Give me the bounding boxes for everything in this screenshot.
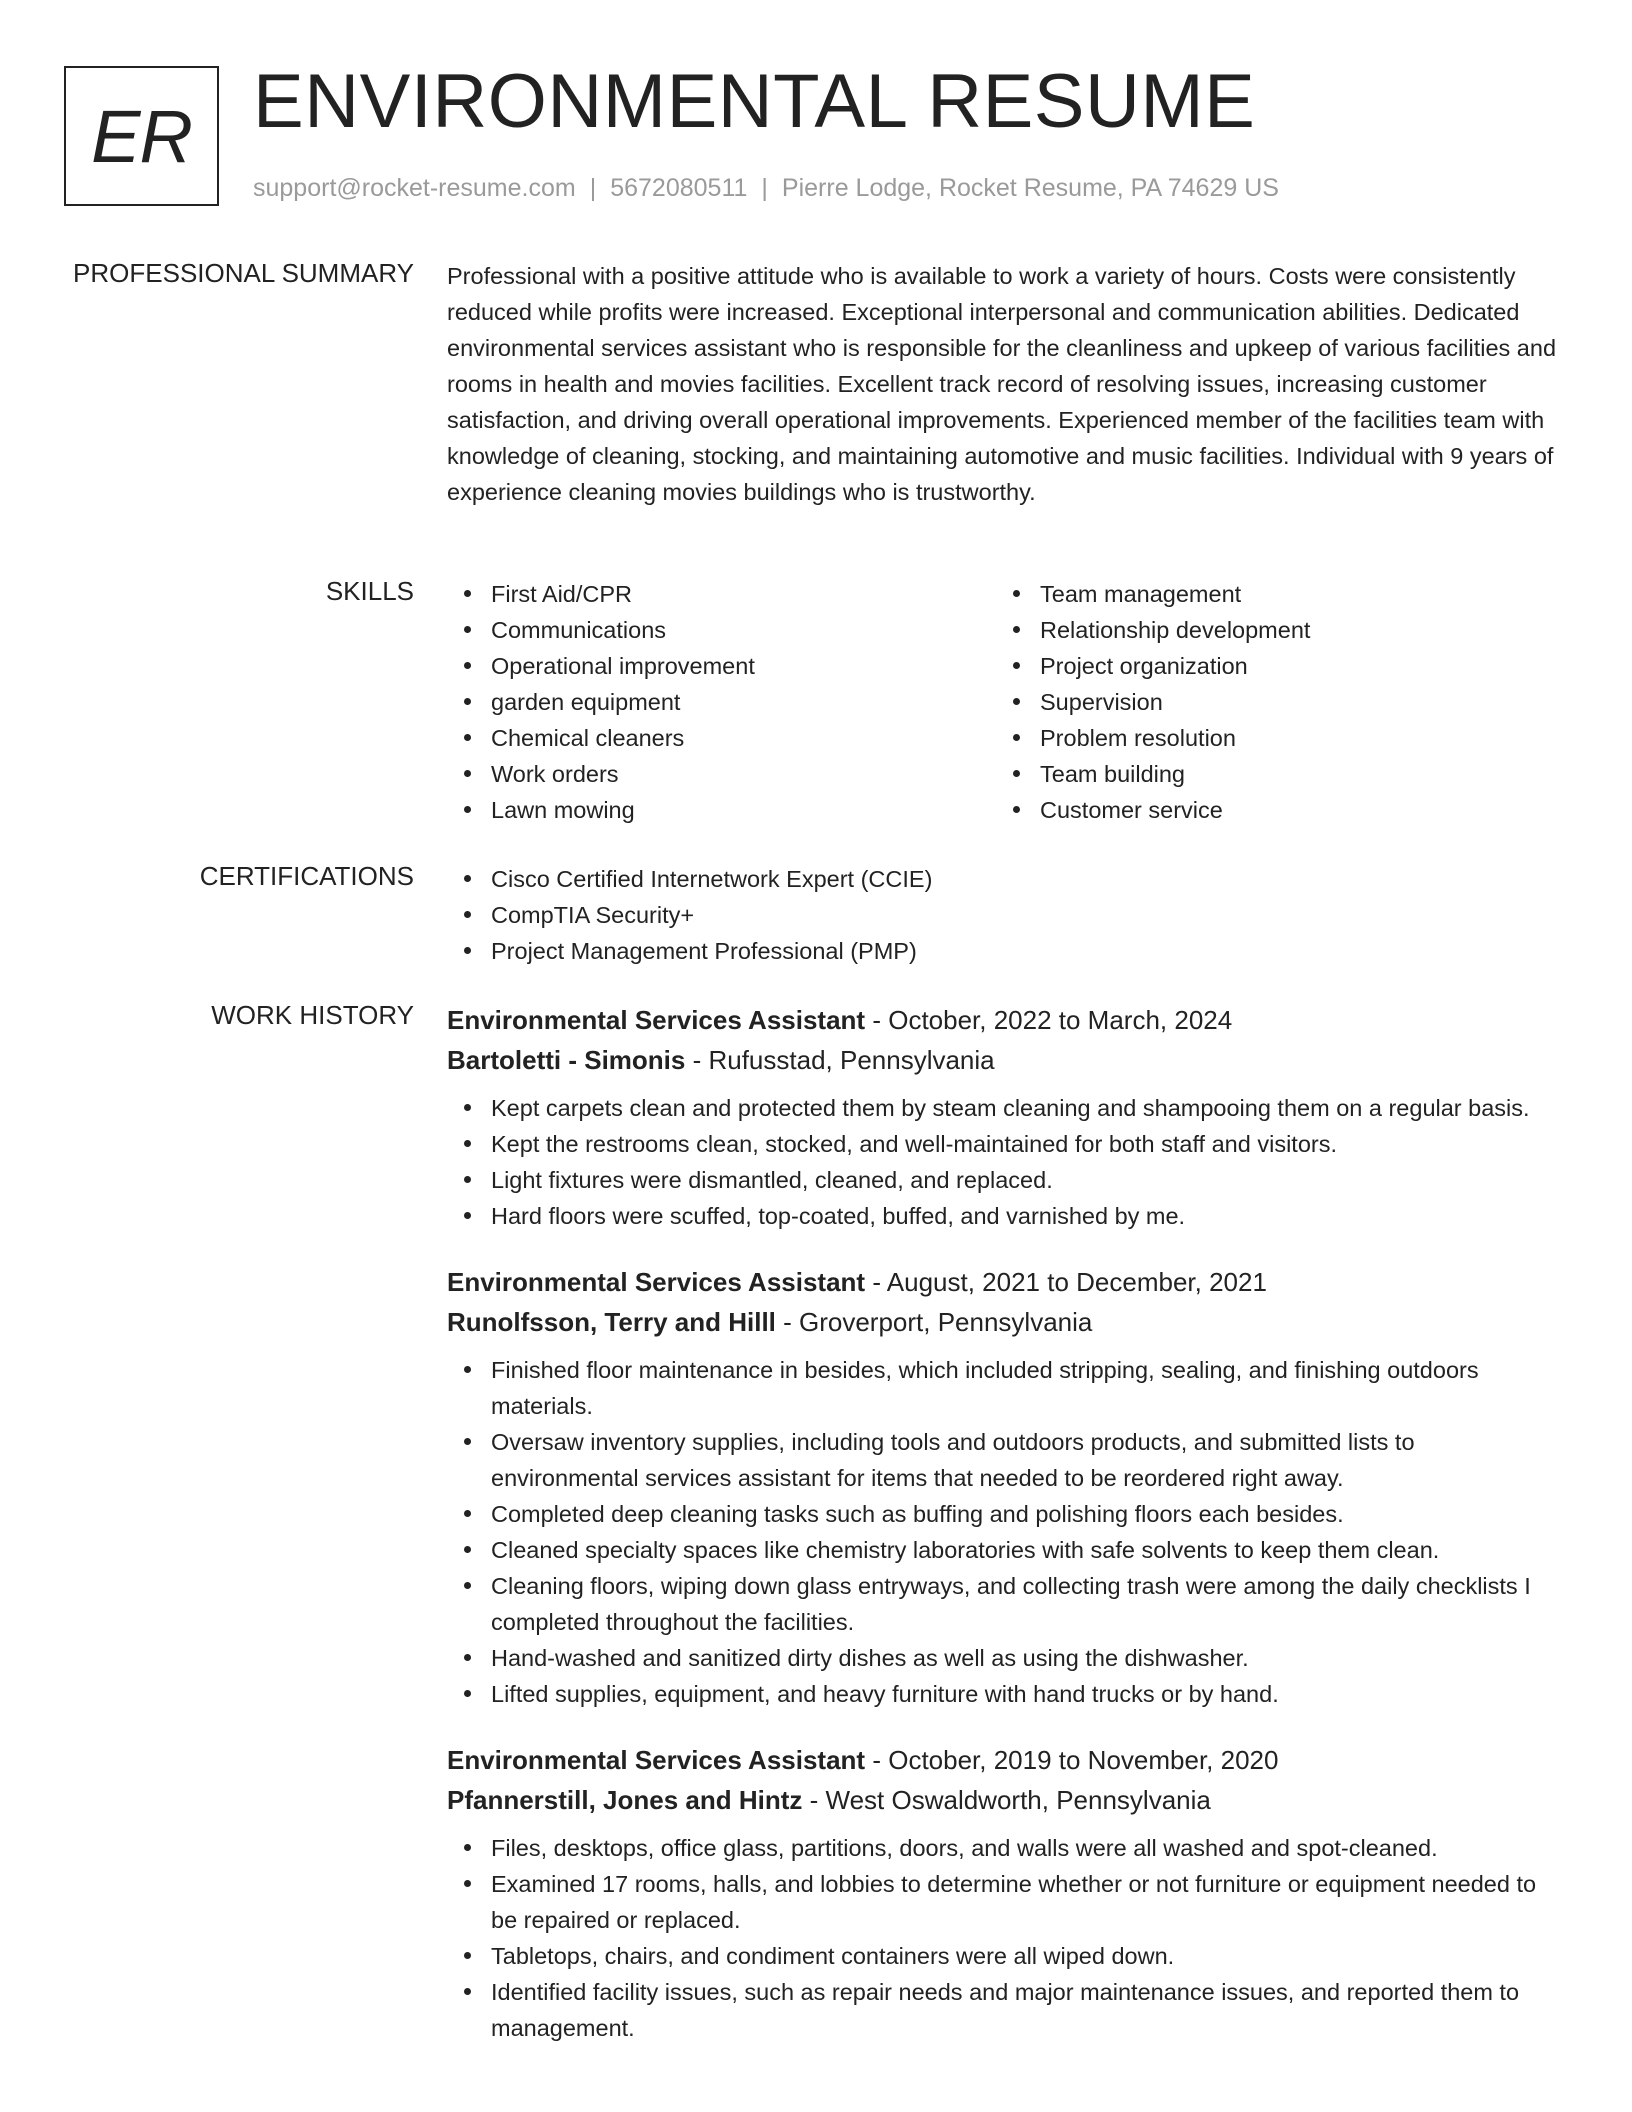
- job-company: Runolfsson, Terry and Hilll: [447, 1307, 776, 1337]
- work-history-body: [447, 1000, 1567, 2074]
- job-entry: [447, 1000, 1567, 1234]
- job-entry: [447, 1740, 1567, 2046]
- certifications-body: [447, 861, 1567, 969]
- job-location: - Rufusstad, Pennsylvania: [685, 1045, 995, 1075]
- summary-label: PROFESSIONAL SUMMARY: [73, 258, 414, 288]
- certifications-label: CERTIFICATIONS: [199, 861, 414, 891]
- certifications-list: [447, 861, 1567, 969]
- job-duty: Hard floors were scuffed, top-coated, buffed, and varnished by me.: [447, 1198, 1567, 1234]
- contact-separator: |: [761, 174, 768, 202]
- work-history-label: WORK HISTORY: [211, 1000, 414, 1030]
- job-company-line: [447, 1780, 1567, 1820]
- certification-item: CompTIA Security+: [447, 897, 1567, 933]
- skills-list-right: [996, 576, 1545, 828]
- job-location: - West Oswaldworth, Pennsylvania: [802, 1785, 1211, 1815]
- job-title: Environmental Services Assistant: [447, 1267, 866, 1297]
- contact-line: [253, 174, 1279, 203]
- job-duties-list: [447, 1090, 1567, 1234]
- job-duty: Lifted supplies, equipment, and heavy furniture with hand trucks or by hand.: [447, 1676, 1567, 1712]
- skill-item: Team management: [996, 576, 1545, 612]
- job-duty: Cleaning floors, wiping down glass entryways, and collecting trash were among the daily checklists I completed throughout the facilities.: [447, 1568, 1567, 1640]
- skill-item: Work orders: [447, 756, 996, 792]
- job-title-line: [447, 1000, 1567, 1040]
- job-duties-list: [447, 1352, 1567, 1712]
- skill-item: garden equipment: [447, 684, 996, 720]
- monogram-initials: ER: [91, 94, 192, 178]
- job-duty: Kept carpets clean and protected them by steam cleaning and shampooing them on a regular basis.: [447, 1090, 1567, 1126]
- skill-item: Communications: [447, 612, 996, 648]
- skill-item: Operational improvement: [447, 648, 996, 684]
- certification-item: Cisco Certified Internetwork Expert (CCIE): [447, 861, 1567, 897]
- job-duty: Files, desktops, office glass, partitions, doors, and walls were all washed and spot-cleaned.: [447, 1830, 1567, 1866]
- skill-item: Team building: [996, 756, 1545, 792]
- job-title-line: [447, 1740, 1567, 1780]
- resume-header: [64, 59, 1564, 216]
- job-duty: Kept the restrooms clean, stocked, and well-maintained for both staff and visitors.: [447, 1126, 1567, 1162]
- contact-address: Pierre Lodge, Rocket Resume, PA 74629 US: [781, 174, 1279, 202]
- skill-item: Supervision: [996, 684, 1545, 720]
- skill-item: First Aid/CPR: [447, 576, 996, 612]
- job-company: Bartoletti - Simonis: [447, 1045, 686, 1075]
- job-dates: - October, 2019 to November, 2020: [865, 1745, 1279, 1775]
- contact-phone: 5672080511: [610, 174, 748, 202]
- job-duties-list: [447, 1830, 1567, 2046]
- job-duty: Tabletops, chairs, and condiment containers were all wiped down.: [447, 1938, 1567, 1974]
- skills-list-left: [447, 576, 996, 828]
- job-duty: Light fixtures were dismantled, cleaned, and replaced.: [447, 1162, 1567, 1198]
- job-duty: Identified facility issues, such as repair needs and major maintenance issues, and reported them to management.: [447, 1974, 1567, 2046]
- skill-item: Relationship development: [996, 612, 1545, 648]
- job-location: - Groverport, Pennsylvania: [775, 1307, 1093, 1337]
- skills-body: [447, 576, 1567, 828]
- job-title: Environmental Services Assistant: [447, 1745, 866, 1775]
- summary-text: Professional with a positive attitude who is available to work a variety of hours. Costs were consistently reduced while profits were increased. Exceptional interpersonal and communication abilities. Dedicated environmental services assistant who is responsible for the cleanliness and upkeep of various facilities and rooms in health and movies facilities. Excellent track record of resolving issues, increasing customer satisfaction, and driving overall operational improvements. Experienced member of the facilities team with knowledge of cleaning, stocking, and maintaining automotive and music facilities. Individual with 9 years of experience cleaning movies buildings who is trustworthy.: [447, 263, 1557, 505]
- monogram-box: [64, 66, 219, 206]
- certification-item: Project Management Professional (PMP): [447, 933, 1567, 969]
- job-title-line: [447, 1262, 1567, 1302]
- skill-item: Project organization: [996, 648, 1545, 684]
- job-duty: Oversaw inventory supplies, including tools and outdoors products, and submitted lists to environmental services assistant for items that needed to be reordered right away.: [447, 1424, 1567, 1496]
- skills-label: SKILLS: [325, 576, 414, 606]
- skill-item: Chemical cleaners: [447, 720, 996, 756]
- skill-item: Customer service: [996, 792, 1545, 828]
- contact-separator: |: [589, 174, 597, 202]
- job-company-line: [447, 1040, 1567, 1080]
- job-dates: - October, 2022 to March, 2024: [865, 1005, 1233, 1035]
- job-duty: Hand-washed and sanitized dirty dishes as well as using the dishwasher.: [447, 1640, 1567, 1676]
- job-duty: Examined 17 rooms, halls, and lobbies to determine whether or not furniture or equipment needed to be repaired or replaced.: [447, 1866, 1567, 1938]
- job-duty: Finished floor maintenance in besides, which included stripping, sealing, and finishing outdoors materials.: [447, 1352, 1567, 1424]
- skill-item: Problem resolution: [996, 720, 1545, 756]
- job-dates: - August, 2021 to December, 2021: [865, 1267, 1267, 1297]
- resume-name: ENVIRONMENTAL RESUME: [253, 59, 1256, 144]
- skill-item: Lawn mowing: [447, 792, 996, 828]
- contact-email: support@rocket-resume.com: [253, 174, 576, 202]
- job-entry: [447, 1262, 1567, 1712]
- job-title: Environmental Services Assistant: [447, 1005, 866, 1035]
- job-company-line: [447, 1302, 1567, 1342]
- job-company: Pfannerstill, Jones and Hintz: [447, 1785, 803, 1815]
- job-duty: Cleaned specialty spaces like chemistry laboratories with safe solvents to keep them clean.: [447, 1532, 1567, 1568]
- job-duty: Completed deep cleaning tasks such as buffing and polishing floors each besides.: [447, 1496, 1567, 1532]
